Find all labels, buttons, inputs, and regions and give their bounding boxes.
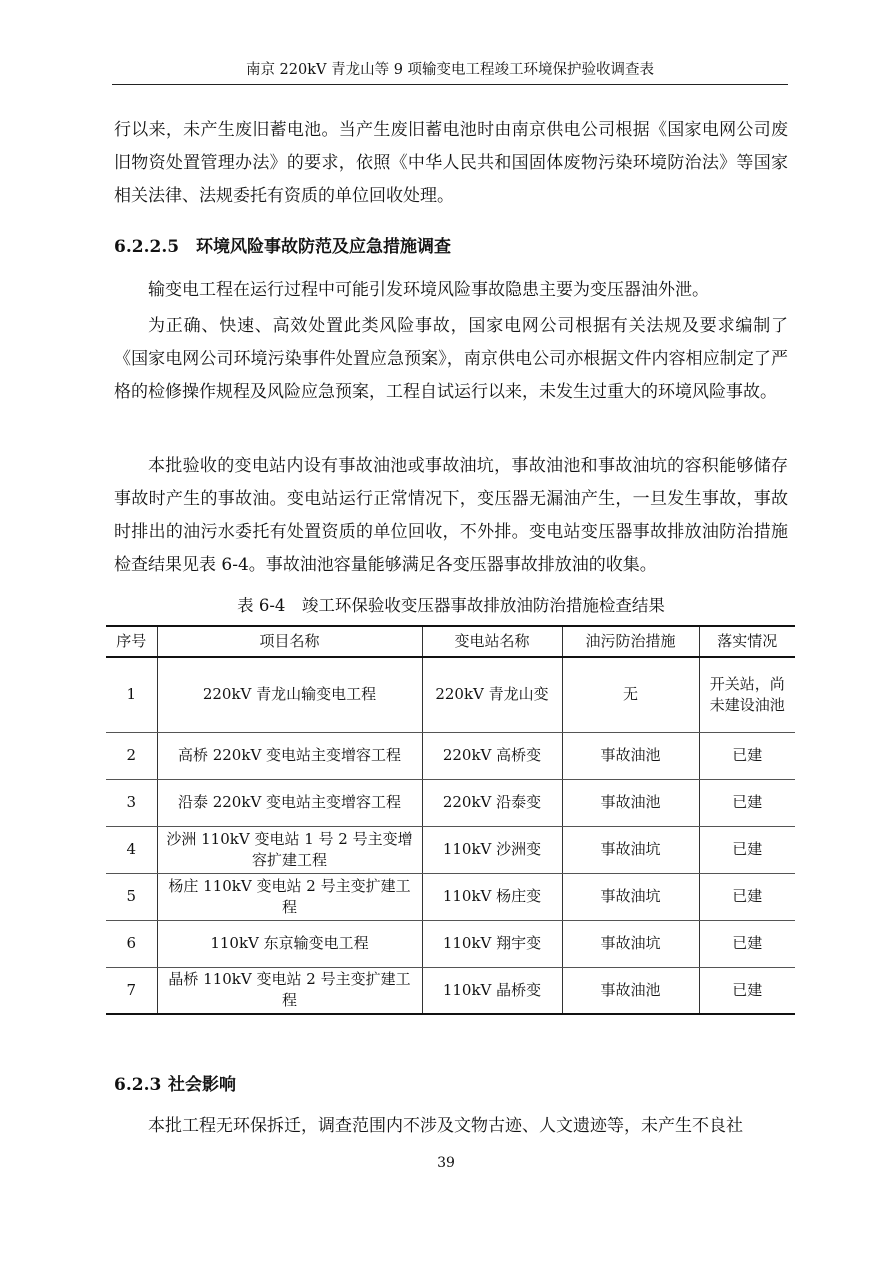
cell-measure: 事故油坑 [562,826,699,873]
header-substation-name: 变电站名称 [422,626,562,657]
header-project-name: 项目名称 [157,626,422,657]
paragraph-risk-source: 输变电工程在运行过程中可能引发环境风险事故隐患主要为变压器油外泄。 [148,280,709,300]
paragraph-social-impact: 本批工程无环保拆迁，调查范围内不涉及文物古迹、人文遗迹等，未产生不良社 [148,1116,743,1136]
section-title: 社会影响 [168,1075,236,1095]
table-row [106,920,795,967]
page-number: 39 [437,1155,455,1171]
cell-measure: 事故油坑 [562,873,699,920]
cell-status: 已建 [699,826,795,873]
cell-index: 2 [106,732,157,779]
cell-status: 已建 [699,920,795,967]
cell-substation: 110kV 晶桥变 [422,967,562,1014]
cell-substation: 110kV 翔宇变 [422,920,562,967]
cell-status: 开关站，尚未建设油池 [699,657,795,732]
cell-project: 杨庄 110kV 变电站 2 号主变扩建工程 [157,873,422,920]
cell-project: 高桥 220kV 变电站主变增容工程 [157,732,422,779]
table-caption: 表 6-4 竣工环保验收变压器事故排放油防治措施检查结果 [237,596,665,615]
cell-index: 5 [106,873,157,920]
oil-measures-table [106,625,795,1015]
cell-project: 沙洲 110kV 变电站 1 号 2 号主变增容扩建工程 [157,826,422,873]
cell-measure: 事故油坑 [562,920,699,967]
page-header: 南京 220kV 青龙山等 9 项输变电工程竣工环境保护验收调查表 [112,58,788,85]
cell-measure: 无 [562,657,699,732]
header-index: 序号 [106,626,157,657]
table-header-row [106,626,795,657]
table-row [106,873,795,920]
cell-status: 已建 [699,873,795,920]
cell-substation: 220kV 青龙山变 [422,657,562,732]
cell-measure: 事故油池 [562,732,699,779]
cell-substation: 110kV 沙洲变 [422,826,562,873]
table-row [106,657,795,732]
section-heading-6-2-3 [114,1070,236,1095]
table-row [106,967,795,1014]
paragraph-waste-battery: 行以来，未产生废旧蓄电池。当产生废旧蓄电池时由南京供电公司根据《国家电网公司废旧物资处置管理办法》的要求，依照《中华人民共和国固体废物污染环境防治法》等国家相关法律、法规委托有资质的单位回收处理。 [114,120,788,206]
section-title: 环境风险事故防范及应急措施调查 [196,237,451,257]
table-row [106,779,795,826]
header-oil-measures: 油污防治措施 [562,626,699,657]
cell-measure: 事故油池 [562,779,699,826]
cell-index: 1 [106,657,157,732]
cell-substation: 110kV 杨庄变 [422,873,562,920]
cell-project: 220kV 青龙山输变电工程 [157,657,422,732]
table-row [106,826,795,873]
cell-substation: 220kV 高桥变 [422,732,562,779]
cell-index: 7 [106,967,157,1014]
cell-project: 晶桥 110kV 变电站 2 号主变扩建工程 [157,967,422,1014]
cell-index: 3 [106,779,157,826]
cell-index: 4 [106,826,157,873]
section-number: 6.2.2.5 [114,237,180,257]
cell-substation: 220kV 沿泰变 [422,779,562,826]
cell-status: 已建 [699,779,795,826]
paragraph-oil-pit: 本批验收的变电站内设有事故油池或事故油坑，事故油池和事故油坑的容积能够储存事故时产生的事故油。变电站运行正常情况下，变压器无漏油产生，一旦发生事故，事故时排出的油污水委托有处置资质的单位回收，不外排。变电站变压器事故排放油防治措施检查结果见表 6-4。事故油池容量能够满足各变压器事故排放油的收集。 [114,456,788,575]
cell-status: 已建 [699,967,795,1014]
cell-project: 110kV 东京输变电工程 [157,920,422,967]
cell-project: 沿泰 220kV 变电站主变增容工程 [157,779,422,826]
cell-status: 已建 [699,732,795,779]
section-number: 6.2.3 [114,1075,162,1095]
cell-measure: 事故油池 [562,967,699,1014]
paragraph-emergency-plan: 为正确、快速、高效处置此类风险事故，国家电网公司根据有关法规及要求编制了《国家电网公司环境污染事件处置应急预案》，南京供电公司亦根据文件内容相应制定了严格的检修操作规程及风险应急预案，工程自试运行以来，未发生过重大的环境风险事故。 [114,316,788,402]
header-status: 落实情况 [699,626,795,657]
section-heading-6-2-2-5 [114,232,451,257]
table-row [106,732,795,779]
cell-index: 6 [106,920,157,967]
